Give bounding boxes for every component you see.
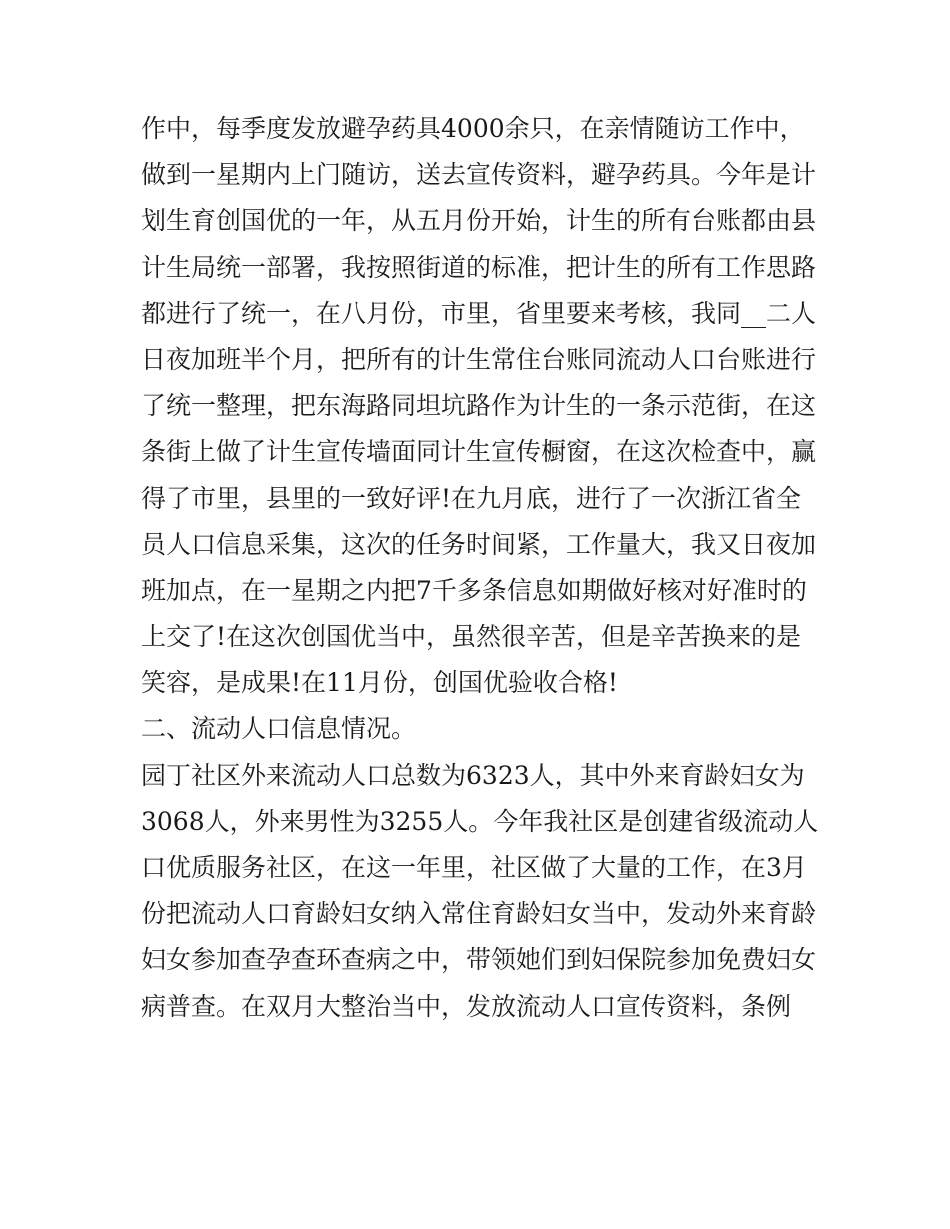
text-line-4: 计生局统一部署，我按照街道的标准，把计生的所有工作思路 <box>141 252 817 282</box>
text-line-2: 做到一星期内上门随访，送去宣传资料，避孕药具。今年是计 <box>141 160 817 190</box>
text-line-18: 份把流动人口育龄妇女纳入常住育龄妇女当中，发动外来育龄 <box>141 899 817 929</box>
section-heading: 二、流动人口信息情况。 <box>141 714 417 744</box>
text-line-7: 了统一整理，把东海路同坦坑路作为计生的一条示范街，在这 <box>141 391 817 421</box>
text-line-13: 笑容，是成果!在11月份，创国优验收合格! <box>141 668 618 698</box>
text-line-6: 日夜加班半个月，把所有的计生常住台账同流动人口台账进行 <box>141 344 817 374</box>
text-line-15: 园丁社区外来流动人口总数为6323人，其中外来育龄妇女为 <box>141 760 805 790</box>
text-line-3: 划生育创国优的一年，从五月份开始，计生的所有台账都由县 <box>141 206 817 236</box>
text-line-5: 都进行了统一，在八月份，市里，省里要来考核，我同__二人 <box>141 298 817 328</box>
text-line-10: 员人口信息采集，这次的任务时间紧，工作量大，我又日夜加 <box>141 529 817 559</box>
text-line-9: 得了市里，县里的一致好评!在九月底，进行了一次浙江省全 <box>141 483 802 513</box>
text-line-20: 病普查。在双月大整治当中，发放流动人口宣传资料，条例 <box>141 991 792 1021</box>
text-line-8: 条街上做了计生宣传墙面同计生宣传橱窗，在这次检查中，赢 <box>141 437 817 467</box>
text-line-12: 上交了!在这次创国优当中，虽然很辛苦，但是辛苦换来的是 <box>141 622 802 652</box>
body-text <box>141 106 831 1030</box>
text-line-11: 班加点，在一星期之内把7千多条信息如期做好核对好准时的 <box>141 575 807 605</box>
text-line-19: 妇女参加查孕查环查病之中，带领她们到妇保院参加免费妇女 <box>141 945 817 975</box>
text-line-17: 口优质服务社区，在这一年里，社区做了大量的工作，在3月 <box>141 853 807 882</box>
text-line-16: 3068人，外来男性为3255人。今年我社区是创建省级流动人 <box>141 806 819 836</box>
text-line-1: 作中，每季度发放避孕药具4000余只，在亲情随访工作中， <box>141 114 805 143</box>
